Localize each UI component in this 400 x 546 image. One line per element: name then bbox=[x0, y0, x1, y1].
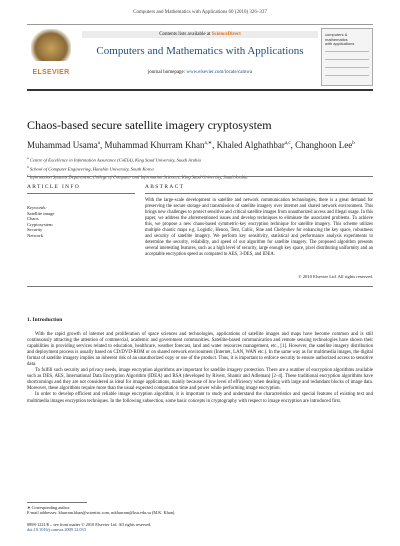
doi-link[interactable]: doi:10.1016/j.camwa.2009.12.033 bbox=[27, 527, 86, 533]
divider bbox=[27, 176, 373, 177]
corresponding-author-note: ∗ Corresponding author. bbox=[27, 505, 71, 510]
author-sup: a bbox=[97, 141, 100, 146]
affiliation-sup: c bbox=[27, 173, 29, 178]
author-name: Khaled Alghathbar bbox=[216, 140, 285, 150]
keyword: Chaos bbox=[27, 216, 39, 222]
sciencedirect-link[interactable]: ScienceDirect bbox=[211, 32, 241, 37]
divider bbox=[27, 286, 373, 287]
keyword: Network bbox=[27, 232, 44, 238]
abstract-heading: ABSTRACT bbox=[145, 184, 185, 190]
issn-block bbox=[27, 522, 151, 532]
article-title: Chaos-based secure satellite imagery cryptosystem bbox=[27, 118, 272, 132]
elsevier-logo bbox=[27, 29, 75, 79]
journal-banner bbox=[27, 24, 373, 91]
journal-cover-thumbnail bbox=[321, 28, 373, 86]
author-name: Muhammad Usama bbox=[27, 140, 98, 150]
section-heading: 1. Introduction bbox=[27, 317, 63, 323]
affiliation bbox=[27, 155, 248, 164]
journal-homepage-line bbox=[82, 70, 318, 75]
divider bbox=[27, 193, 135, 194]
issn-line: 0898-1221/$ – see front matter © 2010 Elsevier Ltd. All rights reserved. bbox=[27, 522, 152, 527]
email-addresses[interactable]: E-mail addresses: khurram.khan@scientist.com, mkhurram@ksu.edu.sa (M.K. Khan). bbox=[27, 510, 176, 516]
paragraph: To fulfill such security and privacy needs, image encryption algorithms are important for satellite imagery protection. There are a number of encryption algorithms available such as DES, AES, International Data Encryption Algorithm (IDEA) and RSA (developed by Rivest, Shamir and Adleman) [2–4]. These traditional encryption algorithms have shortcomings and they are not considered as ideal for image applications, mainly because of low level of efficiency when dealing with large and redundant blocks of image data. Moreover, these algorithms require more than the usual expected computation time and power while performing image encryption. bbox=[27, 368, 373, 392]
cover-rule bbox=[325, 67, 369, 68]
keywords-label: Keywords: bbox=[27, 205, 47, 210]
divider bbox=[145, 193, 373, 194]
journal-title: Computers and Mathematics with Applications bbox=[96, 45, 304, 57]
introduction-body bbox=[27, 332, 373, 405]
author-list: Muhammad Usama$^a$, Muhammad Khurram Khan$^{a,∗}$, Khaled Alghathbar$^{a,c}$, Changhoon Lee$^b$ bbox=[27, 140, 355, 150]
footnote-rule bbox=[27, 502, 87, 503]
contents-available-line bbox=[82, 31, 318, 38]
running-head: Computers and Mathematics with Applications 60 (2010) 326–337 bbox=[133, 10, 267, 15]
elsevier-wordmark: ELSEVIER bbox=[32, 69, 70, 76]
elsevier-tree-icon bbox=[31, 29, 71, 61]
keyword: Security bbox=[27, 227, 43, 233]
keywords-block bbox=[27, 205, 54, 239]
footnote bbox=[27, 505, 175, 516]
contents-available-prefix: Contents lists available at bbox=[159, 32, 211, 37]
affiliation-sup: b bbox=[27, 164, 29, 169]
paragraph: In order to develop efficient and reliable image encryption algorithm, it is important to study and understand the characteristics and special features of existing text and multimedia images encryption techniques. In the following subsection, some basic concepts in cryptography with respect to image encryption are introduced first. bbox=[27, 392, 373, 404]
affiliation bbox=[27, 164, 248, 173]
cover-rule bbox=[325, 51, 369, 52]
author-sup[interactable]: a,∗ bbox=[204, 141, 213, 146]
article-info-heading: ARTICLE INFO bbox=[27, 184, 81, 190]
author-sup: a,c bbox=[284, 141, 291, 146]
author-sup: b bbox=[352, 141, 355, 146]
homepage-link[interactable]: www.elsevier.com/locate/camwa bbox=[186, 70, 253, 75]
keyword: Cryptosystem bbox=[27, 221, 53, 227]
cover-rule bbox=[325, 59, 369, 60]
affiliation-sup: a bbox=[27, 156, 29, 160]
affiliation-text: Information Systems Department, College of Computer and Information Sciences, King Saud University, Saudi Arabia bbox=[29, 174, 248, 180]
author-name: Muhammad Khurram Khan bbox=[104, 140, 205, 150]
abstract-text: With the large-scale development in satellite and network communication technologies, there is a great demand for preserving the secure storage and transmission of satellite imagery over internet and shared network environment. This brings new challenges to protect sensitive and critical satellite images from unauthorized access and illegal usage. In this paper, we address the aforementioned issues and develop techniques to eliminate the associated problems. To achieve this, we propose a new chaos-based symmetric-key encryption technique for satellite imagery. This scheme utilizes multiple chaotic maps e.g. Logistic, Henon, Tent, Cubic, Sine and Chebyshev for enhancing the key space, robustness and security of satellite imagery. We perform key sensitivity, statistical and performance analysis experiments to determine the security, reliability, and speed of our algorithm for satellite imagery. The proposed algorithm presents several interesting features, such as a high level of security, large enough key space, pixel distributing uniformity and an acceptable encryption speed as compared to AES, 3-DES, and IDEA. bbox=[145, 198, 373, 257]
cover-title bbox=[325, 33, 369, 47]
author-name: Changhoon Lee bbox=[295, 140, 353, 150]
copyright-line: © 2010 Elsevier Ltd. All rights reserved. bbox=[298, 274, 373, 279]
homepage-prefix: journal homepage: bbox=[147, 70, 186, 75]
affiliation-text: School of Computer Engineering, Hanshin University, South Korea bbox=[29, 166, 154, 172]
cover-line-1: computers & bbox=[325, 32, 348, 37]
paragraph: With the rapid growth of internet and proliferation of space sciences and technologies, applications of satellite images and maps have become common and is still continuously attracting the attention of commercial, academic and government communities. Satellite-based communication and remote sensing technologies have shown their capabilities in providing services related to education, healthcare, weather forecast, land and water resources management, etc., [1]. However, the satellite imagery distribution and deployment process is usually based on CD/DVD-ROM or on shared network environment (Internet, LAN, WAN etc.). In the same way as for multimedia images, the digital format of satellite imagery implies an inherent risk of an unauthorized copy or use of the product. Thus, it is important to enforce security to ensure authorized access to sensitive data. bbox=[27, 332, 373, 368]
cover-rule bbox=[325, 75, 369, 76]
keyword: Satellite image bbox=[27, 210, 55, 216]
cover-line-3: with applications bbox=[325, 41, 355, 47]
cover-line-2: mathematics bbox=[325, 36, 348, 42]
affiliation-text: Centre of Excellence in Information Assurance (CoEIA), King Saud University, Saudi Arabia bbox=[29, 157, 201, 163]
